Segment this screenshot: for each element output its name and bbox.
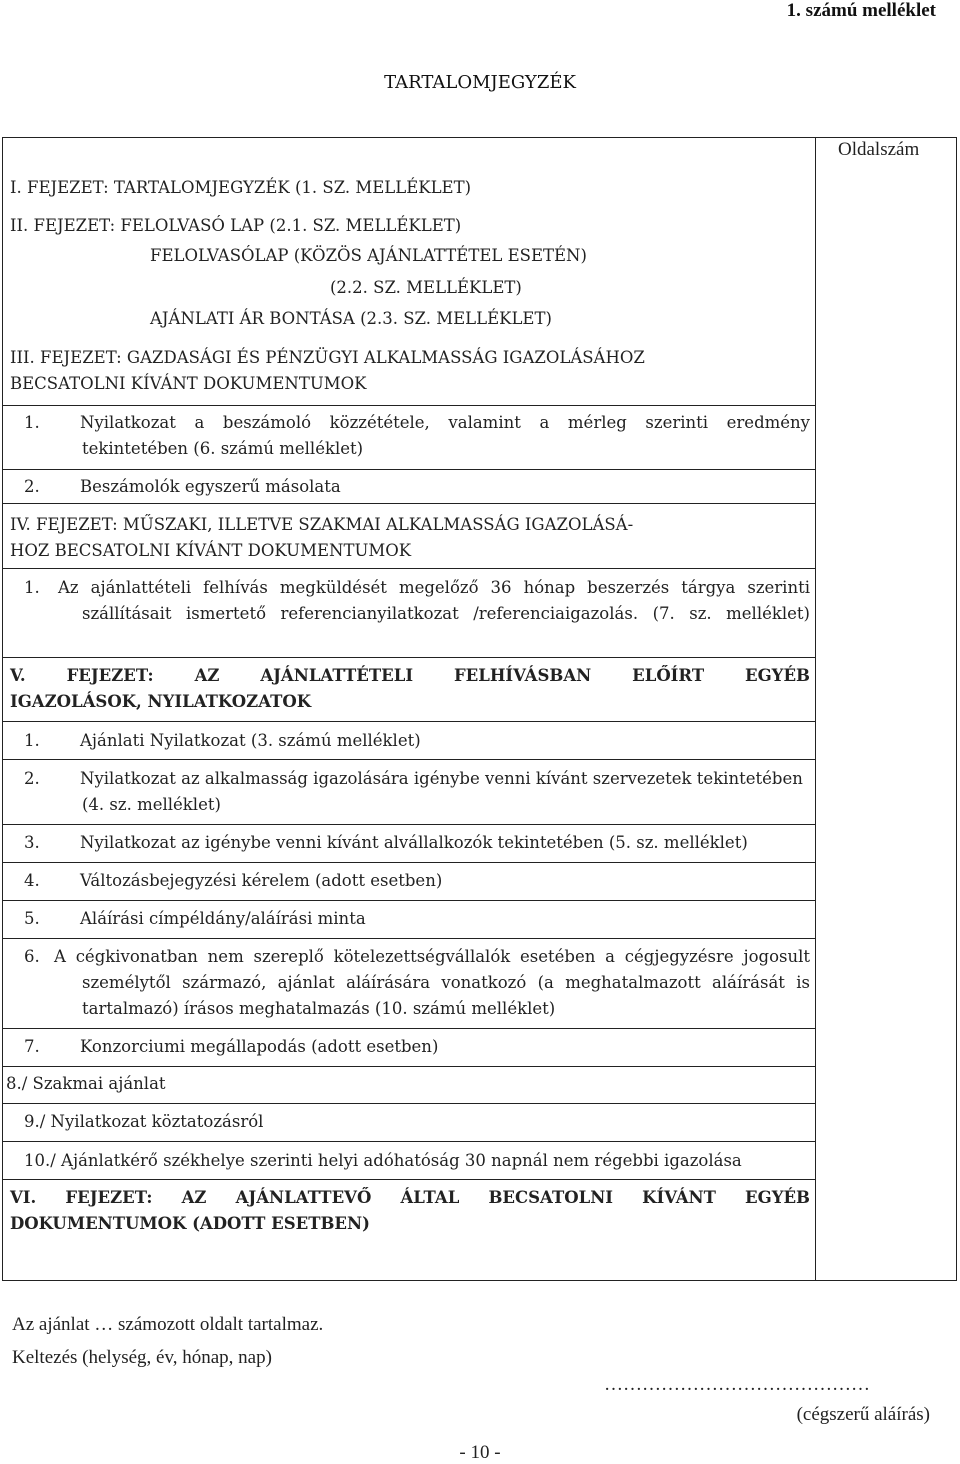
signature-line: …………………………………… bbox=[604, 1374, 870, 1395]
date-place-label: Keltezés (helység, év, hónap, nap) bbox=[12, 1347, 272, 1368]
toc-chapter-3-line: BECSATOLNI KÍVÁNT DOKUMENTUMOK bbox=[10, 374, 367, 393]
item-text: Nyilatkozat a beszámoló közzététele, valamint a mérleg szerinti eredmény bbox=[80, 413, 810, 432]
item-text: Változásbejegyzési kérelem (adott esetben) bbox=[80, 871, 443, 890]
item-number: 5. bbox=[24, 909, 40, 928]
row-divider bbox=[2, 862, 815, 863]
item-number: 2. bbox=[24, 477, 40, 496]
item-text: tekintetében (6. számú melléklet) bbox=[82, 439, 364, 458]
toc-chapter-5-line: V. FEJEZET: AZ AJÁNLATTÉTELI FELHÍVÁSBAN ELŐÍRT EGYÉB bbox=[10, 666, 810, 685]
list-item bbox=[24, 474, 341, 500]
row-divider bbox=[2, 469, 815, 470]
row-divider bbox=[2, 824, 815, 825]
list-item bbox=[24, 944, 810, 1022]
list-item bbox=[24, 868, 442, 894]
item-text: Beszámolók egyszerű másolata bbox=[80, 477, 341, 496]
item-text: Az ajánlattételi felhívás megküldését megelőző 36 hónap beszerzés tárgya szerinti bbox=[58, 578, 810, 597]
toc-chapter-3-line: III. FEJEZET: GAZDASÁGI ÉS PÉNZÜGYI ALKALMASSÁG IGAZOLÁSÁHOZ bbox=[10, 348, 645, 367]
item-number: 1. bbox=[24, 731, 40, 750]
toc-chapter-6-line: DOKUMENTUMOK (ADOTT ESETBEN) bbox=[10, 1214, 370, 1233]
row-divider bbox=[2, 900, 815, 901]
item-text: Konzorciumi megállapodás (adott esetben) bbox=[80, 1037, 439, 1056]
toc-chapter-6 bbox=[10, 1185, 810, 1237]
item-text: (4. sz. melléklet) bbox=[82, 795, 221, 814]
item-number: 3. bbox=[24, 833, 40, 852]
toc-chapter-4-line: IV. FEJEZET: MŰSZAKI, ILLETVE SZAKMAI ALKALMASSÁG IGAZOLÁSÁ- bbox=[10, 515, 634, 534]
list-item bbox=[24, 410, 810, 462]
row-divider bbox=[2, 759, 815, 760]
row-divider bbox=[2, 568, 815, 569]
toc-chapter-2-sub: AJÁNLATI ÁR BONTÁSA (2.3. SZ. MELLÉKLET) bbox=[150, 309, 552, 328]
item-number: 2. bbox=[24, 769, 40, 788]
row-divider bbox=[2, 721, 815, 722]
list-item: 8./ Szakmai ajánlat bbox=[6, 1074, 166, 1093]
column-divider bbox=[815, 137, 816, 1281]
item-text: Ajánlati Nyilatkozat (3. számú melléklet) bbox=[80, 731, 421, 750]
row-divider bbox=[2, 1179, 815, 1180]
item-number: 6. bbox=[24, 947, 40, 966]
item-number: 4. bbox=[24, 871, 40, 890]
signature-label: (cégszerű aláírás) bbox=[796, 1404, 930, 1425]
toc-chapter-4 bbox=[10, 512, 810, 564]
row-divider bbox=[2, 1103, 815, 1104]
toc-chapter-2-sub: (2.2. SZ. MELLÉKLET) bbox=[330, 278, 522, 297]
list-item: 10./ Ajánlatkérő székhelye szerinti helyi adóhatóság 30 napnál nem régebbi igazolása bbox=[24, 1151, 742, 1170]
page-title: TARTALOMJEGYZÉK bbox=[384, 72, 576, 93]
item-text: tartalmazó) írásos meghatalmazás (10. számú melléklet) bbox=[82, 999, 556, 1018]
row-divider bbox=[2, 405, 815, 406]
row-divider bbox=[2, 1141, 815, 1142]
row-divider bbox=[2, 657, 815, 658]
list-item: 9./ Nyilatkozat köztatozásról bbox=[24, 1112, 264, 1131]
annex-label: 1. számú melléklet bbox=[786, 0, 936, 21]
item-text: szállításait ismertető referencianyilatkozat /referenciaigazolás. (7. sz. melléklet) bbox=[82, 604, 810, 623]
item-text: A cégkivonatban nem szereplő kötelezettségvállalók esetében a cégjegyzésre jogosult bbox=[54, 947, 810, 966]
list-item bbox=[24, 830, 748, 856]
toc-chapter-3 bbox=[10, 345, 810, 397]
row-divider bbox=[2, 1066, 815, 1067]
list-item bbox=[24, 728, 421, 754]
list-item bbox=[24, 1034, 438, 1060]
item-number: 7. bbox=[24, 1037, 40, 1056]
toc-chapter-2-sub: FELOLVASÓLAP (KÖZÖS AJÁNLATTÉTEL ESETÉN) bbox=[150, 246, 587, 265]
item-text: személytől származó, ajánlat aláírására vonatkozó (a meghatalmazott aláírását is bbox=[82, 973, 810, 992]
toc-chapter-5-line: IGAZOLÁSOK, NYILATKOZATOK bbox=[10, 692, 312, 711]
item-text: Nyilatkozat az alkalmasság igazolására igénybe venni kívánt szervezetek tekintetében bbox=[80, 769, 803, 788]
page-number-column-header: Oldalszám bbox=[838, 139, 920, 160]
toc-chapter-2: II. FEJEZET: FELOLVASÓ LAP (2.1. SZ. MELLÉKLET) bbox=[10, 216, 462, 235]
page-number: - 10 - bbox=[459, 1442, 501, 1463]
row-divider bbox=[2, 1028, 815, 1029]
list-item bbox=[24, 766, 810, 818]
list-item bbox=[24, 906, 366, 932]
item-text: Nyilatkozat az igénybe venni kívánt alvállalkozók tekintetében (5. sz. melléklet) bbox=[80, 833, 748, 852]
toc-chapter-6-line: VI. FEJEZET: AZ AJÁNLATTEVŐ ÁLTAL BECSATOLNI KÍVÁNT EGYÉB bbox=[10, 1188, 810, 1207]
item-number: 1. bbox=[24, 413, 40, 432]
toc-chapter-5 bbox=[10, 663, 810, 715]
toc-chapter-1: I. FEJEZET: TARTALOMJEGYZÉK (1. SZ. MELLÉKLET) bbox=[10, 178, 472, 197]
row-divider bbox=[2, 503, 815, 504]
list-item bbox=[24, 575, 810, 627]
page-count-statement: Az ajánlat … számozott oldalt tartalmaz. bbox=[12, 1314, 324, 1335]
item-number: 1. bbox=[24, 578, 40, 597]
item-text: Aláírási címpéldány/aláírási minta bbox=[80, 909, 366, 928]
toc-chapter-4-line: HOZ BECSATOLNI KÍVÁNT DOKUMENTUMOK bbox=[10, 541, 412, 560]
row-divider bbox=[2, 938, 815, 939]
